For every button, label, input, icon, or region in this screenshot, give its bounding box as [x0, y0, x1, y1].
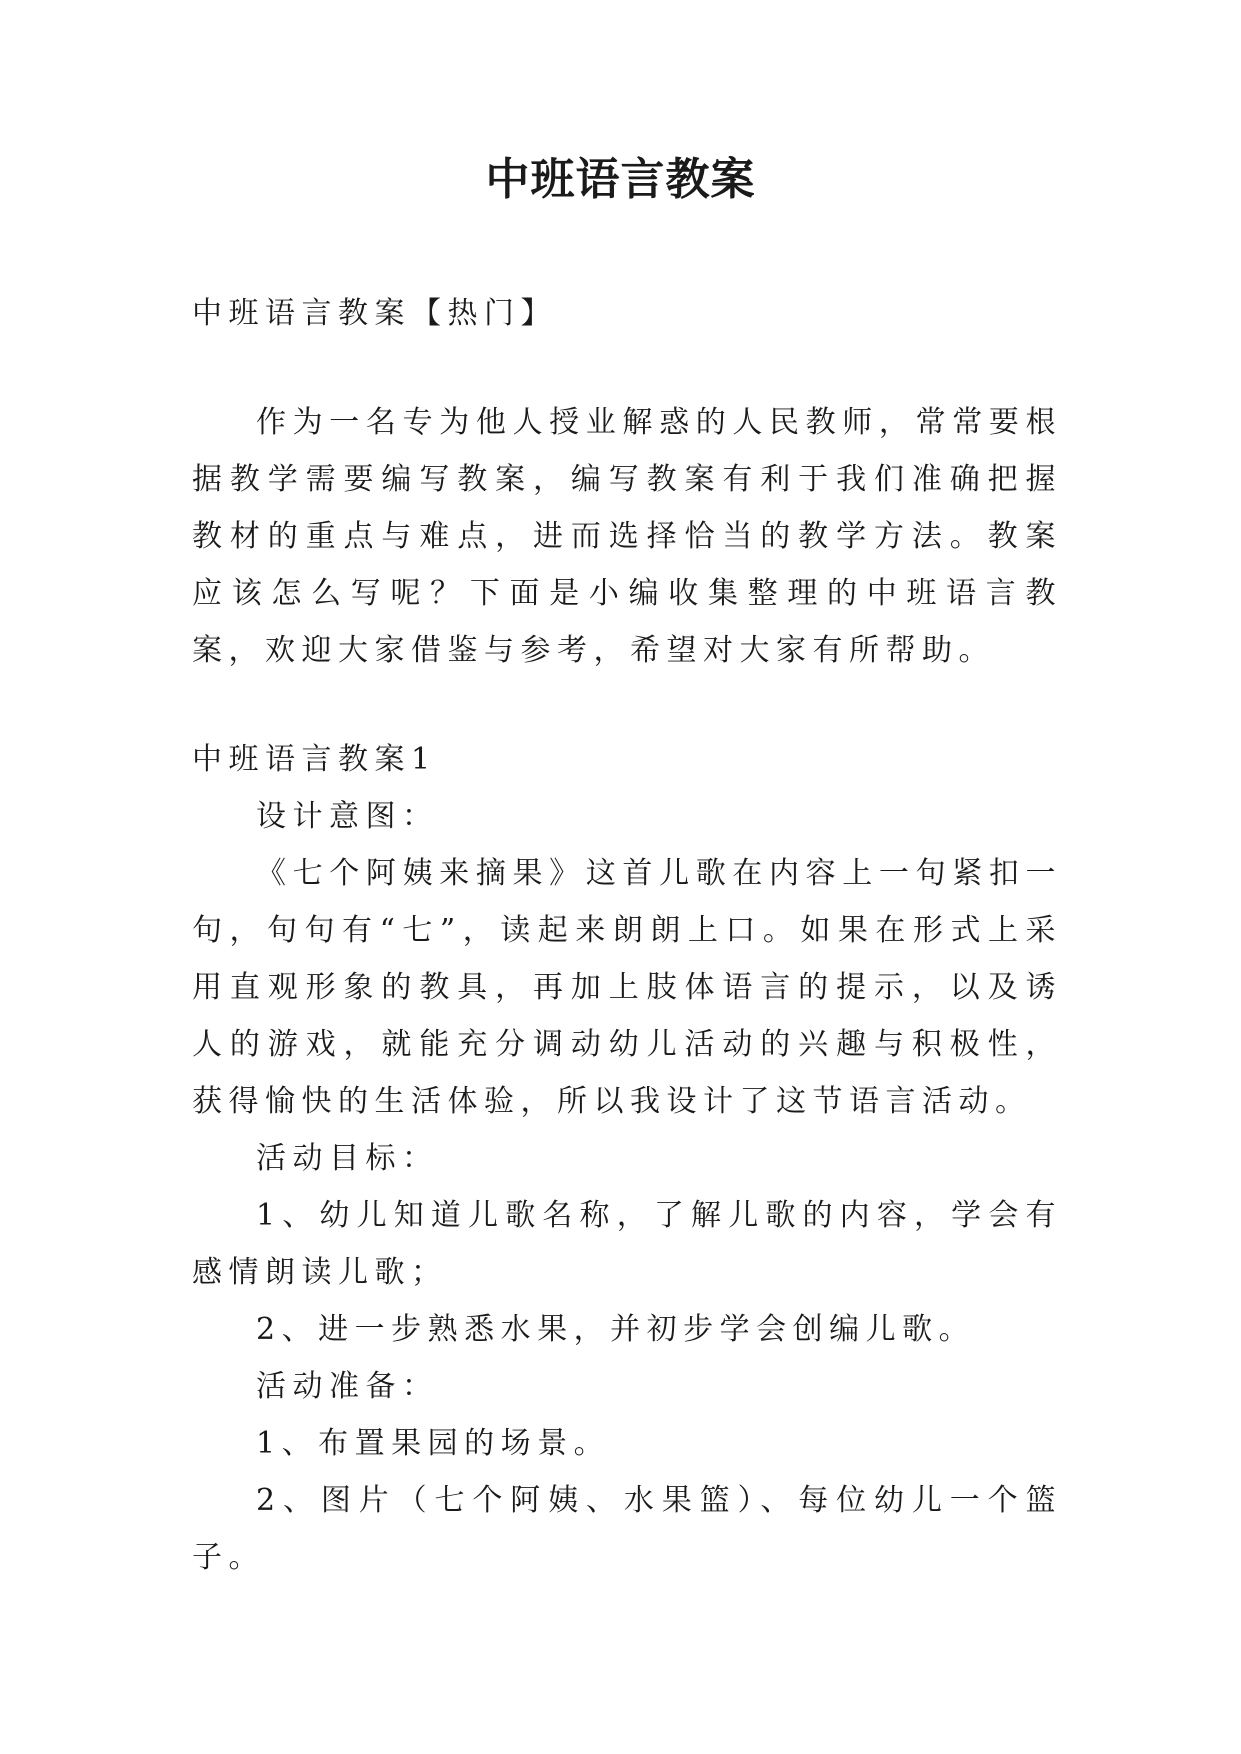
section-heading: 中班语言教案1	[192, 742, 437, 777]
design-intent-label: 设计意图：	[256, 799, 439, 834]
prep-label: 活动准备：	[256, 1369, 439, 1404]
document-body	[192, 285, 1062, 1586]
prep-item-1: 1、布置果园的场景。	[256, 1426, 611, 1461]
document-title: 中班语言教案	[485, 154, 756, 205]
goals-label: 活动目标：	[256, 1141, 439, 1176]
goal-item-2: 2、进一步熟悉水果，并初步学会创编儿歌。	[256, 1312, 976, 1347]
intro-paragraph: 作为一名专为他人授业解惑的人民教师，常常要根据教学需要编写教案，编写教案有利于我们准确把握教材的重点与难点，进而选择恰当的教学方法。教案应该怎么写呢？下面是小编收集整理的中班语言教案，欢迎大家借鉴与参考，希望对大家有所帮助。	[192, 405, 1062, 668]
design-intent-paragraph: 《七个阿姨来摘果》这首儿歌在内容上一句紧扣一句，句句有“七”，读起来朗朗上口。如果在形式上采用直观形象的教具，再加上肢体语言的提示，以及诱人的游戏，就能充分调动幼儿活动的兴趣与积极性，获得愉快的生活体验，所以我设计了这节语言活动。	[192, 856, 1062, 1119]
document-subtitle: 中班语言教案【热门】	[192, 296, 557, 331]
goal-item-1: 1、幼儿知道儿歌名称，了解儿歌的内容，学会有感情朗读儿歌；	[192, 1198, 1062, 1290]
prep-item-2: 2、图片（七个阿姨、水果篮）、每位幼儿一个篮子。	[192, 1483, 1062, 1575]
